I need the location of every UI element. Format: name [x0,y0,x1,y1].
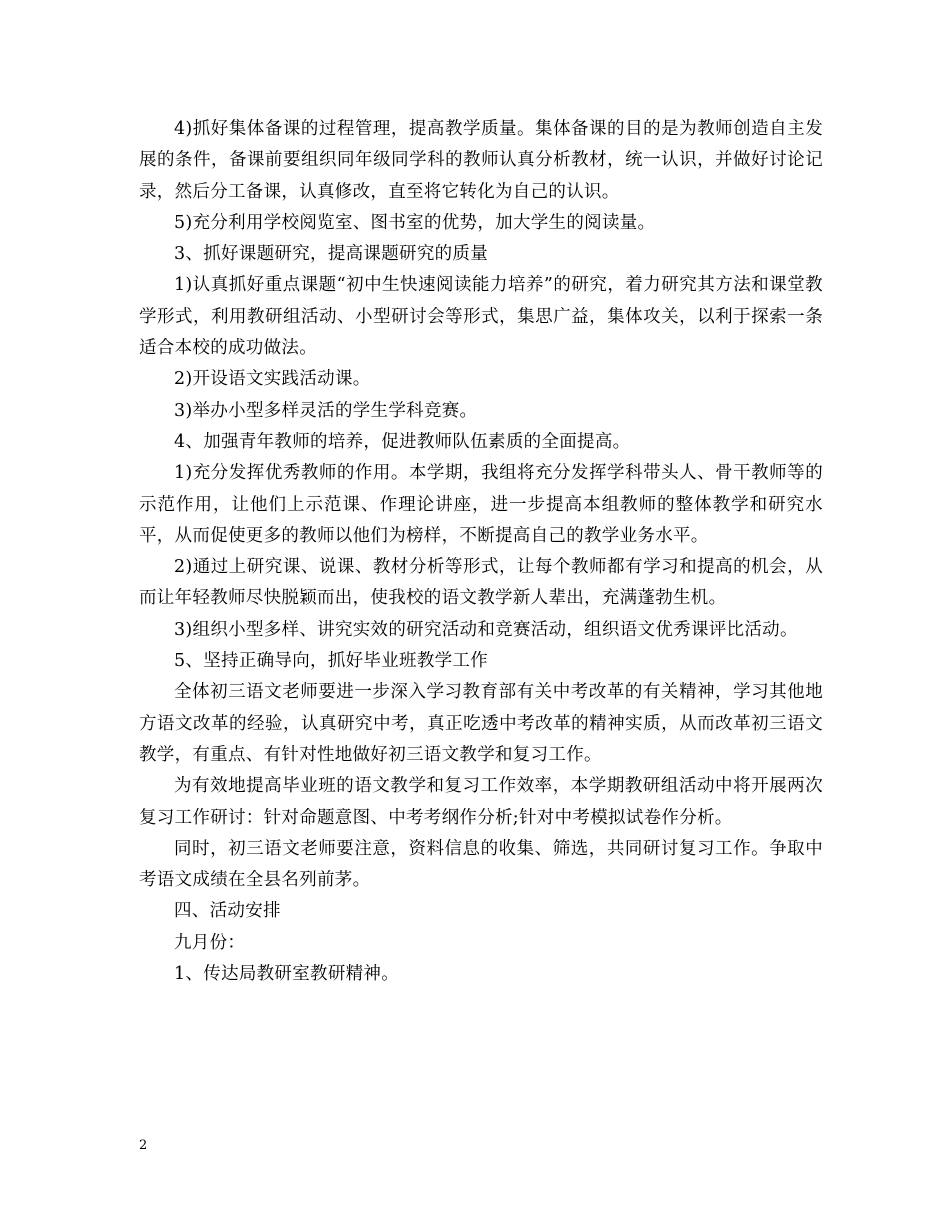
list-item-relay-spirit: 1、传达局教研室教研精神。 [174,964,400,985]
paragraph-practice-class: 2)开设语文实践活动课。 [174,369,371,390]
paragraph-exam-reform: 全体初三语文老师要进一步深入学习教育部有关中考改革的有关精神，学习其他地方语文改革的经验，认真研究中考，真正吃透中考改革的精神实质，从而改革初三语文教学，有重点、有针对性地做好初三语文教学和复习工作。 [139,682,823,765]
month-heading-september: 九月份： [174,932,246,953]
section-heading-research: 3、抓好课题研究，提高课题研究的质量 [174,244,489,265]
paragraph-collective-lesson-prep: 4)抓好集体备课的过程管理，提高教学质量。集体备课的目的是为教师创造自主发展的条件，备课前要组织同年级同学科的教师认真分析教材，统一认识，并做好讨论记录，然后分工备课，认真修改，直至将它转化为自己的认识。 [139,119,823,202]
paragraph-excellent-teachers: 1)充分发挥优秀教师的作用。本学期，我组将充分发挥学科带头人、骨干教师等的示范作用，让他们上示范课、作理论讲座，进一步提高本组教师的整体教学和研究水平，从而促使更多的教师以他们为榜样，不断提高自己的教学业务水平。 [139,463,823,546]
paragraph-review-efficiency: 为有效地提高毕业班的语文教学和复习工作效率，本学期教研组活动中将开展两次复习工作研讨：针对命题意图、中考考纲作分析;针对中考模拟试卷作分析。 [139,776,823,828]
paragraph-reading-room: 5)充分利用学校阅览室、图书室的优势，加大学生的阅读量。 [174,212,656,233]
document-body [139,114,823,990]
section-heading-activity-schedule: 四、活动安排 [174,901,281,922]
section-heading-graduating-class: 5、坚持正确导向，抓好毕业班教学工作 [174,651,489,672]
paragraph-research-lessons: 2)通过上研究课、说课、教材分析等形式，让每个教师都有学习和提高的机会，从而让年轻教师尽快脱颖而出，使我校的语文教学新人辈出，充满蓬勃生机。 [139,557,823,609]
section-heading-young-teachers: 4、加强青年教师的培养，促进教师队伍素质的全面提高。 [174,431,631,452]
paragraph-research-activities: 3)组织小型多样、讲究实效的研究活动和竞赛活动，组织语文优秀课评比活动。 [174,619,798,640]
paragraph-information-collection: 同时，初三语文老师要注意，资料信息的收集、筛选，共同研讨复习工作。争取中考语文成绩在全县名列前茅。 [139,838,823,891]
paragraph-subject-competition: 3)举办小型多样灵活的学生学科竞赛。 [174,400,478,421]
page-number: 2 [139,1138,148,1153]
paragraph-key-research-topic: 1)认真抓好重点课题“初中生快速阅读能力培养”的研究，着力研究其方法和课堂教学形式，利用教研组活动、小型研讨会等形式，集思广益，集体攻关，以利于探索一条适合本校的成功做法。 [139,275,823,359]
